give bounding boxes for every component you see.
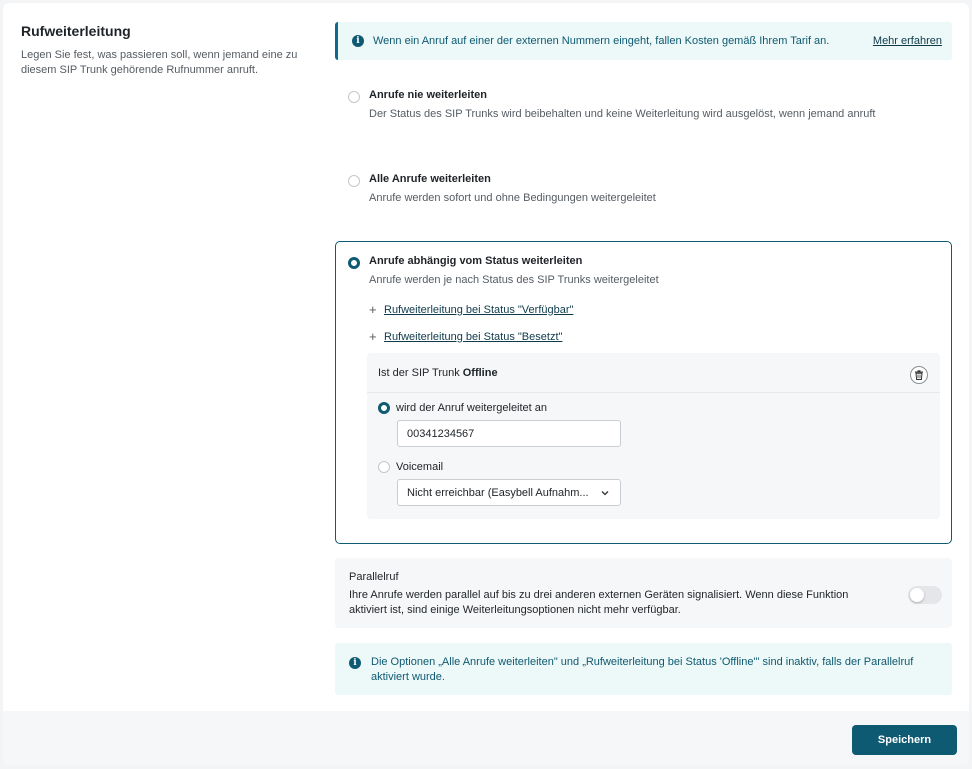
parallel-call-description: Ihre Anrufe werden parallel auf bis zu drei anderen externen Geräten signalisiert. Wenn diese Funktion aktiviert ist, sind einige Weiterleitungsoptionen nicht mehr verfügbar. [349,589,849,616]
section-title: Rufweiterleitung [21,23,131,39]
offline-rule-status: Offline [462,366,498,379]
save-button[interactable]: Speichern [852,725,957,755]
offline-rule-header [367,353,940,393]
plus-icon: + [369,302,377,317]
info-icon: i [352,35,364,47]
add-busy-forward-label: Rufweiterleitung bei Status "Besetzt" [384,330,563,343]
toggle-knob [910,588,924,602]
parallel-call-toggle[interactable] [908,586,942,604]
add-available-forward-link[interactable] [369,302,573,317]
offline-rule [367,353,940,519]
add-busy-forward-link[interactable] [369,329,562,344]
voicemail-label: Voicemail [396,461,444,473]
forward-number-input[interactable] [397,420,621,447]
chevron-down-icon [600,488,610,498]
parallel-call-title: Parallelruf [349,571,399,583]
settings-card [3,3,969,765]
forward-number-value: 00341234567 [407,427,475,440]
radio-voicemail[interactable] [378,461,390,473]
option-never-forward[interactable] [348,89,876,120]
trash-icon [914,370,924,380]
add-available-forward-label: Rufweiterleitung bei Status "Verfügbar" [384,303,574,316]
radio-forward-to-number[interactable] [378,402,390,414]
option-never-forward-desc: Der Status des SIP Trunks wird beibehalten und keine Weiterleitung wird ausgelöst, wenn jemand anruft [369,108,876,120]
learn-more-link[interactable]: Mehr erfahren [872,35,942,47]
voicemail-option[interactable] [378,461,443,473]
parallel-info-text: Die Optionen „Alle Anrufe weiterleiten" und „Rufweiterleitung bei Status 'Offline'" sind inaktiv, falls der Parallelruf aktiviert wurde. [371,656,914,683]
radio-status-forward[interactable] [348,257,360,269]
info-icon: i [349,657,361,669]
radio-forward-all[interactable] [348,175,360,187]
forward-to-number-label: wird der Anruf weitergeleitet an [396,402,548,414]
delete-rule-button[interactable] [910,366,928,384]
section-intro [21,23,311,78]
voicemail-select-value: Nicht erreichbar (Easybell Aufnahm... [407,486,589,499]
parallel-call-panel [335,558,952,628]
cost-info-text: Wenn ein Anruf auf einer der externen Nummern eingeht, fallen Kosten gemäß Ihrem Tarif an. [373,35,830,47]
option-never-forward-title: Anrufe nie weiterleiten [369,89,487,101]
option-forward-all[interactable] [348,173,656,204]
parallel-info-banner [335,643,952,695]
option-forward-all-title: Alle Anrufe weiterleiten [369,173,491,185]
section-description: Legen Sie fest, was passieren soll, wenn jemand eine zu diesem SIP Trunk gehörende Rufnummer anruft. [21,49,298,76]
plus-icon: + [369,329,377,344]
option-status-forward-desc: Anrufe werden je nach Status des SIP Trunks weitergeleitet [369,274,659,286]
option-status-forward[interactable] [348,255,659,286]
offline-rule-prefix: Ist der SIP Trunk [378,366,460,379]
radio-never-forward[interactable] [348,91,360,103]
option-status-forward-title: Anrufe abhängig vom Status weiterleiten [369,255,583,267]
option-forward-all-desc: Anrufe werden sofort und ohne Bedingungen weitergeleitet [369,192,656,204]
status-forward-panel [335,241,952,544]
cost-info-banner [335,22,952,60]
footer-bar [3,711,969,765]
forward-to-number-option[interactable] [378,402,547,414]
voicemail-select[interactable] [397,479,621,506]
